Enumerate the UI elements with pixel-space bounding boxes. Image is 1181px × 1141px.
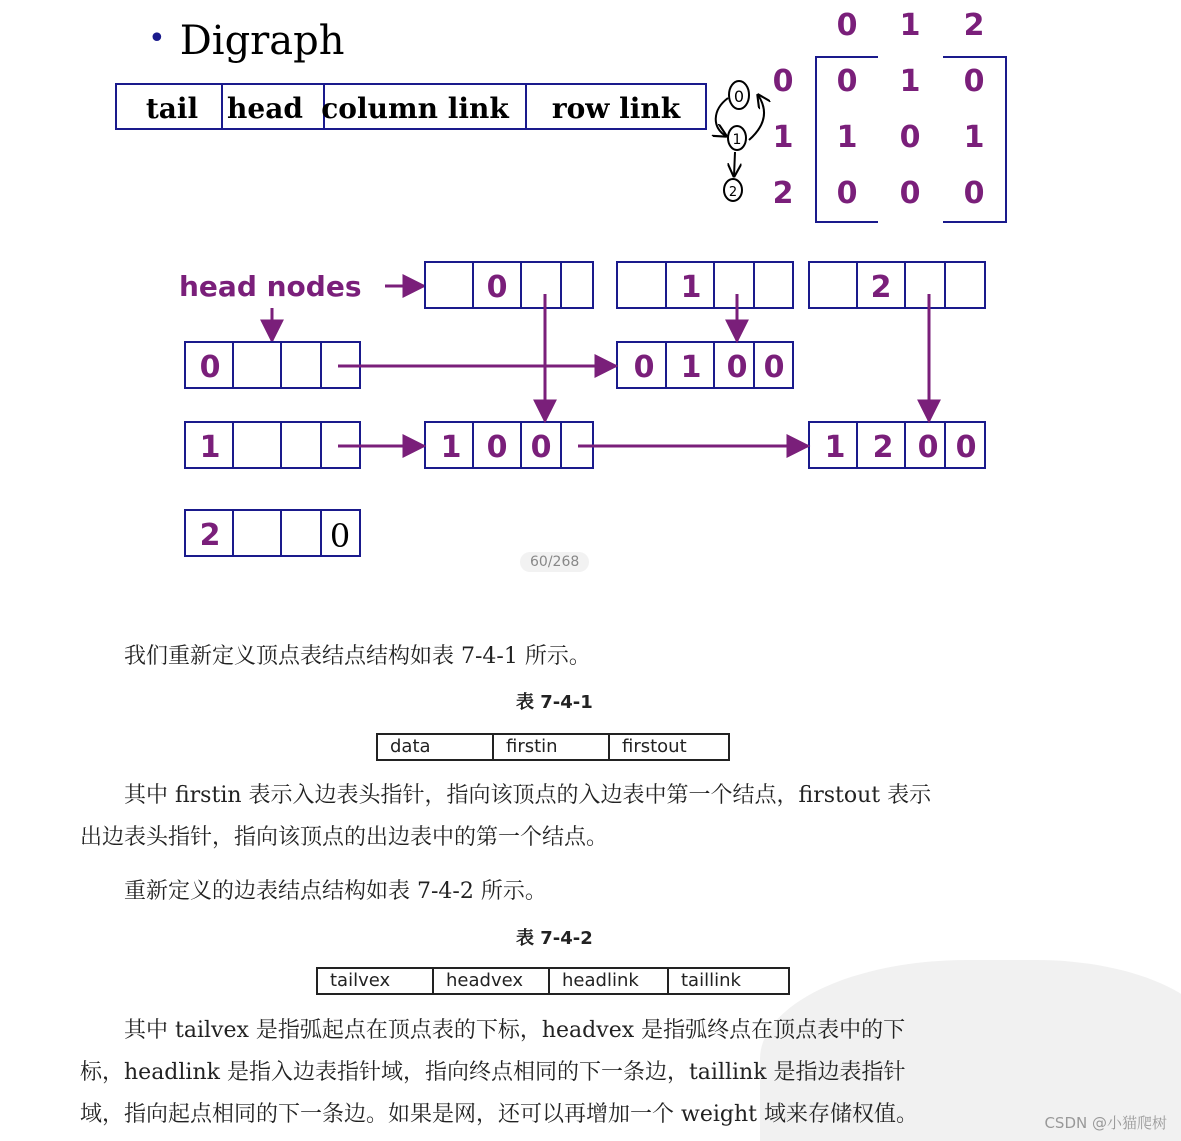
edge-node-1-0	[425, 422, 593, 468]
column-head-node-2	[809, 262, 985, 308]
edge-value: 0	[917, 430, 939, 465]
csdn-watermark: CSDN @小猫爬树	[1044, 1114, 1167, 1132]
edge-value: 0	[530, 430, 552, 465]
row-head-label-0: 0	[199, 350, 221, 385]
column-head-label-0: 0	[486, 270, 508, 305]
sketch-edge-0-to-1	[716, 98, 728, 136]
matrix-row-header-0: 0	[772, 64, 794, 99]
row-head-node-0	[185, 342, 360, 388]
edge-value: 1	[824, 430, 846, 465]
paragraph-vertex-table: 我们重新定义顶点表结点结构如表 7-4-1 所示。	[124, 644, 591, 669]
edge-value: 0	[763, 350, 785, 385]
sketch-edge-1-to-2	[734, 152, 735, 176]
bullet-dot-icon: •	[148, 21, 166, 56]
adjacency-matrix	[773, 8, 1006, 222]
matrix-col-header-0: 0	[836, 8, 858, 43]
edge-value: 0	[726, 350, 748, 385]
table-caption-7-4-1: 表 7-4-1	[516, 692, 593, 713]
matrix-col-header-1: 1	[899, 8, 921, 43]
matrix-row-header-2: 2	[772, 176, 794, 211]
paragraph-fields-line1: 其中 tailvex 是指弧起点在顶点表的下标，headvex 是指弧终点在顶点表中的下	[124, 1018, 906, 1043]
matrix-col-header-2: 2	[963, 8, 985, 43]
edge-value: 0	[955, 430, 977, 465]
table2-cell-headvex: headvex	[434, 969, 550, 993]
paragraph-firstin-line2: 出边表头指针，指向该顶点的出边表中的第一个结点。	[80, 825, 609, 850]
edge-value: 2	[872, 430, 894, 465]
edge-nodes	[425, 342, 985, 468]
matrix-cell: 0	[899, 176, 921, 211]
row-head-node-1	[185, 422, 360, 468]
table1-cell-firstout: firstout	[622, 736, 687, 757]
node-structure-table	[116, 84, 706, 129]
table1-cell-firstin: firstin	[494, 735, 610, 759]
edge-value: 0	[633, 350, 655, 385]
matrix-cell: 0	[899, 120, 921, 155]
table-7-4-2	[316, 967, 790, 995]
table2-cell-headlink: headlink	[550, 969, 669, 993]
row-head-label-2: 2	[199, 518, 221, 553]
sketch-label-1: 1	[732, 132, 742, 148]
table1-cell-data: data	[378, 735, 494, 759]
field-tail: tail	[145, 92, 199, 125]
bullet-text: Digraph	[179, 18, 345, 64]
paragraph-edge-table: 重新定义的边表结点结构如表 7-4-2 所示。	[124, 879, 547, 904]
row-head-label-1: 1	[199, 430, 221, 465]
sketch-label-2: 2	[728, 185, 738, 200]
table-7-4-1	[376, 733, 730, 761]
sketch-label-0: 0	[733, 87, 745, 106]
matrix-cell: 0	[836, 64, 858, 99]
matrix-cell: 0	[963, 176, 985, 211]
field-head: head	[227, 92, 303, 125]
paragraph-fields-line3: 域，指向起点相同的下一条边。如果是网，还可以再增加一个 weight 域来存储权值。	[80, 1102, 918, 1127]
matrix-cell: 1	[836, 120, 858, 155]
column-head-nodes	[425, 262, 985, 308]
field-row-link: row link	[551, 92, 681, 125]
handdrawn-graph-sketch	[716, 81, 764, 201]
edge-value: 1	[680, 350, 702, 385]
edge-node-1-2	[809, 422, 985, 468]
field-column-link: column link	[321, 92, 509, 125]
edge-value: 0	[486, 430, 508, 465]
row-head-node-2	[185, 510, 360, 556]
paragraph-firstin-line1: 其中 firstin 表示入边表头指针，指向该顶点的入边表中第一个结点，firstout 表示	[124, 783, 932, 808]
column-head-label-2: 2	[870, 270, 892, 305]
matrix-cell: 0	[963, 64, 985, 99]
table2-cell-taillink: taillink	[681, 970, 741, 991]
page-counter: 60/268	[520, 552, 589, 572]
row-head-nodes	[185, 342, 360, 556]
table-caption-7-4-2: 表 7-4-2	[516, 928, 593, 949]
column-head-node-0	[425, 262, 593, 308]
row-null-marker: 0	[329, 517, 351, 555]
edge-value: 1	[440, 430, 462, 465]
table2-cell-tailvex: tailvex	[318, 969, 434, 993]
column-head-node-1	[617, 262, 793, 308]
head-nodes-label: head nodes	[179, 270, 362, 303]
matrix-row-header-1: 1	[772, 120, 794, 155]
matrix-cell: 1	[963, 120, 985, 155]
column-head-label-1: 1	[680, 270, 702, 305]
edge-node-0-1	[617, 342, 793, 388]
paragraph-fields-line2: 标，headlink 是指入边表指针域，指向终点相同的下一条边，taillink 是指边表指针	[80, 1060, 906, 1085]
sketch-edge-1-to-0	[749, 95, 764, 140]
matrix-cell: 1	[899, 64, 921, 99]
matrix-cell: 0	[836, 176, 858, 211]
